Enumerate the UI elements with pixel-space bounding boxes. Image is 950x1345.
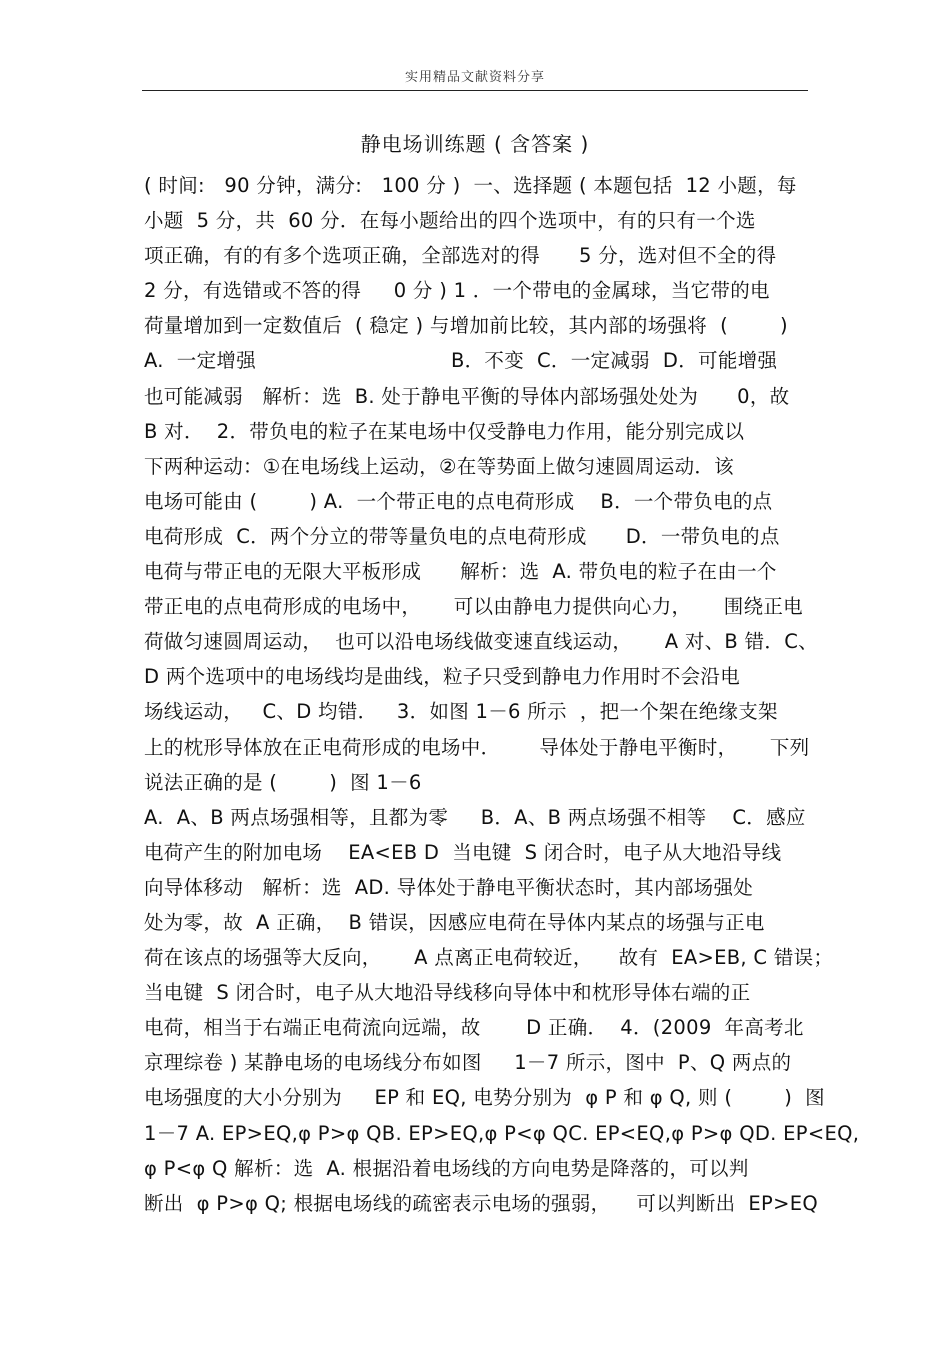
page-header: 实用精品文献资料分享 xyxy=(404,70,545,85)
text-line: 带正电的点电荷形成的电场中， 可以由静电力提供向心力， 围绕正电 xyxy=(144,595,803,619)
text-line: 项正确，有的有多个选项正确，全部选对的得 5 分，选对但不全的得 xyxy=(144,244,777,268)
text-line: 下两种运动：①在电场线上运动，②在等势面上做匀速圆周运动．该 xyxy=(144,454,734,478)
text-line: 小题 5 分，共 60 分．在每小题给出的四个选项中，有的只有一个选 xyxy=(144,209,756,233)
text-line: 处为零，故 A 正确， B 错误，因感应电荷在导体内某点的场强与正电 xyxy=(144,910,765,934)
text-line: φ P<φ Q 解析：选 A. 根据沿着电场线的方向电势是降落的，可以判 xyxy=(144,1156,749,1180)
text-line: 电场可能由 ( ) A. 一个带正电的点电荷形成 B．一个带负电的点 xyxy=(144,489,773,513)
text-line: 荷在该点的场强等大反向， A 点离正电荷较近， 故有 EA>EB, C 错误； xyxy=(144,946,834,970)
text-line: 电荷形成 C．两个分立的带等量负电的点电荷形成 D．一带负电的点 xyxy=(144,524,780,548)
header-divider xyxy=(142,90,808,91)
text-line: D 两个选项中的电场线均是曲线，粒子只受到静电力作用时不会沿电 xyxy=(144,665,741,689)
text-line: 电荷产生的附加电场 EA<EB D 当电键 S 闭合时，电子从大地沿导线 xyxy=(144,840,782,864)
text-line: 京理综卷 ) 某静电场的电场线分布如图 1－7 所示，图中 P、Q 两点的 xyxy=(144,1051,792,1075)
text-line: 电荷与带正电的无限大平板形成 解析：选 A. 带负电的粒子在由一个 xyxy=(144,560,777,584)
text-line: 荷做匀速圆周运动， 也可以沿电场线做变速直线运动， A 对、B 错．C、 xyxy=(144,630,818,654)
text-line: A. 一定增强 B．不变 C．一定减弱 D．可能增强 xyxy=(144,349,778,373)
text-line: 2 分，有选错或不答的得 0 分 ) 1 ．一个带电的金属球，当它带的电 xyxy=(144,279,770,303)
document-body xyxy=(144,174,860,1229)
text-line: ( 时间: 90 分钟，满分: 100 分 ) 一、选择题 ( 本题包括 12 小题，每 xyxy=(144,174,797,197)
text-line: 也可能减弱 解析：选 B. 处于静电平衡的导体内部场强处处为 0，故 xyxy=(144,384,790,408)
text-line: B 对． 2．带负电的粒子在某电场中仅受静电力作用，能分别完成以 xyxy=(144,419,745,443)
text-line: 场线运动， C、D 均错． 3．如图 1－6 所示 ，把一个架在绝缘支架 xyxy=(144,700,778,724)
text-line: 向导体移动 解析：选 AD. 导体处于静电平衡状态时，其内部场强处 xyxy=(144,875,754,899)
document-title: 静电场训练题 ( 含答案 ) xyxy=(360,132,590,156)
text-line: 断出 φ P>φ Q; 根据电场线的疏密表示电场的强弱， 可以判断出 EP>EQ xyxy=(144,1191,819,1215)
text-line: 电荷，相当于右端正电荷流向远端，故 D 正确． 4．(2009 年高考北 xyxy=(144,1016,804,1040)
text-line: 当电键 S 闭合时，电子从大地沿导线移向导体中和枕形导体右端的正 xyxy=(144,981,751,1005)
text-line: 电场强度的大小分别为 EP 和 EQ, 电势分别为 φ P 和 φ Q, 则 ( ) 图 xyxy=(144,1086,825,1110)
text-line: 上的枕形导体放在正电荷形成的电场中． 导体处于静电平衡时， 下列 xyxy=(144,735,810,759)
text-line: 1－7 A. EP>EQ,φ P>φ QB. EP>EQ,φ P<φ QC. EP<EQ,φ P>φ QD. EP<EQ, xyxy=(144,1121,860,1145)
text-line: 说法正确的是 ( ) 图 1－6 xyxy=(144,770,422,794)
text-line: A. A、B 两点场强相等，且都为零 B．A、B 两点场强不相等 C．感应 xyxy=(144,805,806,829)
text-line: 荷量增加到一定数值后 ( 稳定 ) 与增加前比较，其内部的场强将 ( ) xyxy=(144,314,788,338)
